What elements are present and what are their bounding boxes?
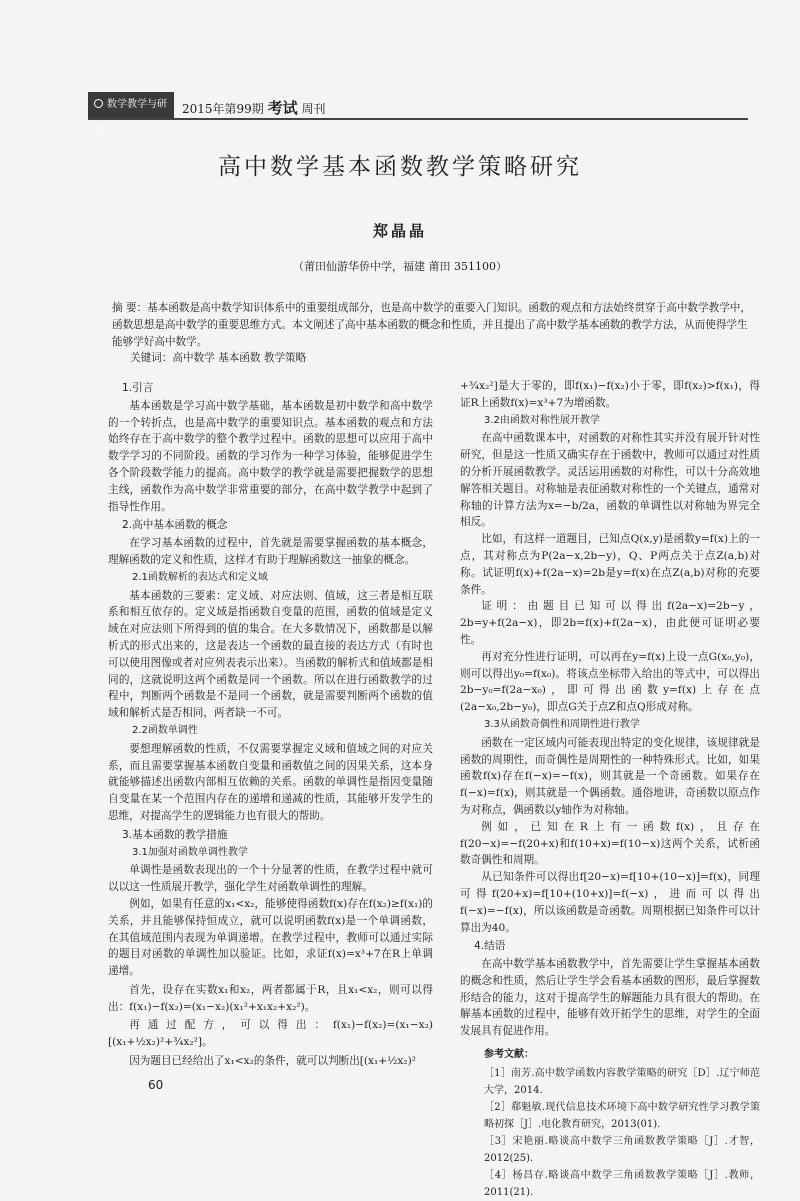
subsection-heading: 2.2函数单调性 xyxy=(132,724,198,736)
subsection-heading: 3.2由函数对称性展开教学 xyxy=(484,414,600,426)
paragraph: 在学习基本函数的过程中，首先就是需要掌握函数的基本概念，理解函数的定义和性质，这样才有助于理解函数这一抽象的概念。 xyxy=(108,537,433,566)
equation-paragraph: 再通过配方，可以得出：f(x₁)−f(x₂)=(x₁−x₂)[(x₁+½x₂)²+¾x₂²]。 xyxy=(108,1019,433,1049)
keywords: 关键词：高中数学 基本函数 教学策略 xyxy=(130,352,307,364)
subsection-heading: 2.1函数解析的表达式和定义域 xyxy=(132,571,268,583)
reference-item: ［1］南芳.高中数学函数内容教学策略的研究［D］.辽宁师范大学，2014. xyxy=(484,1068,760,1097)
paragraph: 基本函数的三要素：定义域、对应法则、值域，这三者是相互联系和相互依存的。定义域是指函数自变量的范围，函数的值域是定义域在对应法则下所得到的值的集合。在大多数情况下，函数都是以解析式的形式出来的，这是表达一个函数的最直接的表达方式（有时也可以使用图像或者对应列表表示出来）。当函数的解析式和值域都是相同的，这就说明这两个函数是同一个函数。所以在进行函数教学的过程中，判断两个函数是不是同一个函数，就是需要判断两个函数的值域和解析式是否相同，两者缺一不可。 xyxy=(108,589,433,720)
paragraph: 比如，有这样一道题目，已知点Q(x,y)是函数y=f(x)上的一点，其对称点为P(2a−x,2b−y)，Q、P两点关于点Z(a,b)对称。试证明f(x)+f(2a−x)=2b是y=f(x)在点Z(a,b)对称的充要条件。 xyxy=(460,533,760,596)
reference-item: ［4］杨昌存.略谈高中数学三角函数教学策略［J］.教师，2011(21). xyxy=(484,1170,760,1199)
equation-paragraph: 因为题目已经给出了x₁<x₂的条件，就可以判断出[(x₁+½x₂)² xyxy=(129,1055,417,1068)
references xyxy=(460,1046,760,1201)
page-number: 60 xyxy=(148,1078,164,1092)
section-heading: 3.基本函数的教学措施 xyxy=(122,828,228,841)
page-header xyxy=(88,92,748,136)
paragraph: 证明：由题目已知可以得出f(2a−x)=2b−y，2b=y+f(2a−x)，即2b=f(x)+f(2a−x)，由此便可证明必要性。 xyxy=(460,600,760,646)
journal-name: 考试 xyxy=(267,99,298,117)
author: 郑晶晶 xyxy=(372,222,427,240)
section-heading: 1.引言 xyxy=(122,382,154,394)
paragraph: 在高中函数课本中，对函数的对称性其实并没有展开针对性研究，但是这一性质又确实存在于函数中，教师可以通过对性质的分析开展函数教学。灵活运用函数的对称性，可以十分高效地解答相关题目。对称轴是表征函数对称性的一个关键点，通常对称轴的计算方法为x=−b/2a，函数的单调性以对称轴为界完全相反。 xyxy=(460,432,760,529)
paragraph: 再对充分性进行证明，可以再在y=f(x)上设一点G(x₀,y₀)，则可以得出y₀=f(x₀)。将该点坐标带入给出的等式中，可以得出2b−y₀=f(2a−x₀)，即可得出函数y=f(x)上存在点(2a−x₀,2b−y₀)，即点G关于点Z和点Q形成对称。 xyxy=(460,650,760,714)
references-title: 参考文献： xyxy=(484,1049,534,1061)
paragraph: 例如，已知在R上有一函数f(x)，且存在f(20−x)=−f(20+x)和f(10+x)=f(10−x)这两个关系，试析函数奇偶性和周期。 xyxy=(460,820,760,867)
affiliation: （莆田仙游华侨中学，福建 莆田 351100） xyxy=(293,260,507,273)
left-column xyxy=(108,378,433,1072)
article-title: 高中数学基本函数教学策略研究 xyxy=(218,154,582,180)
paragraph: +¾x₂²]是大于零的，即f(x₁)−f(x₂)小于零，即f(x₂)>f(x₁)，得证R上函数f(x)=x³+7为增函数。 xyxy=(460,380,760,409)
subsection-heading: 3.1加强对函数单调性教学 xyxy=(132,846,248,858)
paragraph: 函数在一定区域内可能表现出特定的变化规律，该规律就是函数的周期性，而奇偶性是周期性的一种特殊形式。比如，如果函数f(x)存在f(−x)=−f(x)，则其就是一个奇函数。如果存在f(−x)=f(x)，则其就是一个偶函数。通俗地讲，奇函数以原点作为对称点，偶函数以y轴作为对称轴。 xyxy=(460,736,760,816)
right-column xyxy=(460,378,760,1201)
reference-item: ［2］郗魁敏.现代信息技术环境下高中数学研究性学习教学策略初探［J］.电化教育研究，2013(01). xyxy=(484,1102,760,1131)
equation-paragraph: 首先，设存在实数x₁和x₂，两者都属于R，且x₁<x₂，则可以得出：f(x₁)−f(x₂)=(x₁−x₂)(x₁²+x₁x₂+x₂²)。 xyxy=(108,983,433,1013)
paragraph: 要想理解函数的性质，不仅需要掌握定义域和值域之间的对应关系，而且需要掌握基本函数自变量和函数值之间的因果关系，这本身就能够描述出函数内部相互依赖的关系。函数的单调性是指因变量随自变量在某一个范围内存在的递增和递减的性质，其能够开发学生的思维，对提高学生的逻辑能力也有很大的帮助。 xyxy=(108,742,433,822)
reference-item: ［3］宋艳丽.略谈高中数学三角函数教学策略［J］.才智，2012(25). xyxy=(484,1136,760,1165)
section-heading: 2.高中基本函数的概念 xyxy=(122,519,228,532)
paragraph: 例如，如果有任意的x₁<x₂，能够使得函数f(x)存在f(x₂)≥f(x₁)的关系，并且能够保持恒成立，就可以说明函数f(x)是一个单调函数，在其值域范围内表现为单调递增。在教学过程中，教师可以通过实际的题目对函数的单调性加以验证。比如，求证f(x)=x³+7在R上单调递增。 xyxy=(108,897,433,978)
circle-icon xyxy=(94,99,103,108)
paragraph: 在高中数学基本函数教学中，首先需要让学生掌握基本函数的概念和性质，然后让学生学会看基本函数的图形，最后掌握数形结合的能力，这对于提高学生的解题能力具有很大的帮助。在解基本函数的过程中，能够有效开拓学生的思维，对学生的全面发展具有促进作用。 xyxy=(460,958,760,1038)
paragraph: 基本函数是学习高中数学基础，基本函数是初中数学和高中数学的一个转折点，也是高中数学的重要知识点。基本函数的观点和方法始终存在于高中数学的整个教学过程中。函数的思想可以应用于高中数学学习的不同阶段。函数的学习作为一种学习体验，能够促进学生各个阶段数学能力的提高。高中数学的教学就是需要把握数学的思想主线，函数作为高中数学非常重要的部分，在高中数学教学中起到了指导性作用。 xyxy=(108,399,433,513)
paragraph: 从已知条件可以得出f[20−x)=f[10+(10−x)]=f(x)，同理可得f(20+x)=f[10+(10+x)]=f(−x)，进而可以得出f(−x)=−f(x)，所以该函数是奇函数。周期根据已知条件可以计算出为40。 xyxy=(460,871,760,934)
abstract: 摘 要：基本函数是高中数学知识体系中的重要组成部分，也是高中数学的重要入门知识。函数的观点和方法始终贯穿于高中数学教学中，函数思想是高中数学的重要思维方式。本文阐述了高中基本函数的概念和性质，并且提出了高中数学基本函数的教学方法，从而使得学生能够学好高中数学。 xyxy=(112,302,751,348)
subsection-heading: 3.3从函数奇偶性和周期性进行教学 xyxy=(484,718,640,730)
column-label: 数学教学与研究 xyxy=(88,92,174,118)
paragraph: 单调性是函数表现出的一个十分显著的性质，在教学过程中就可以以这一性质展开教学，强化学生对函数单调性的理解。 xyxy=(108,864,433,894)
section-heading: 4.结语 xyxy=(474,940,506,953)
issue-info: 2015年第99期 考试 周刊 xyxy=(182,99,326,117)
